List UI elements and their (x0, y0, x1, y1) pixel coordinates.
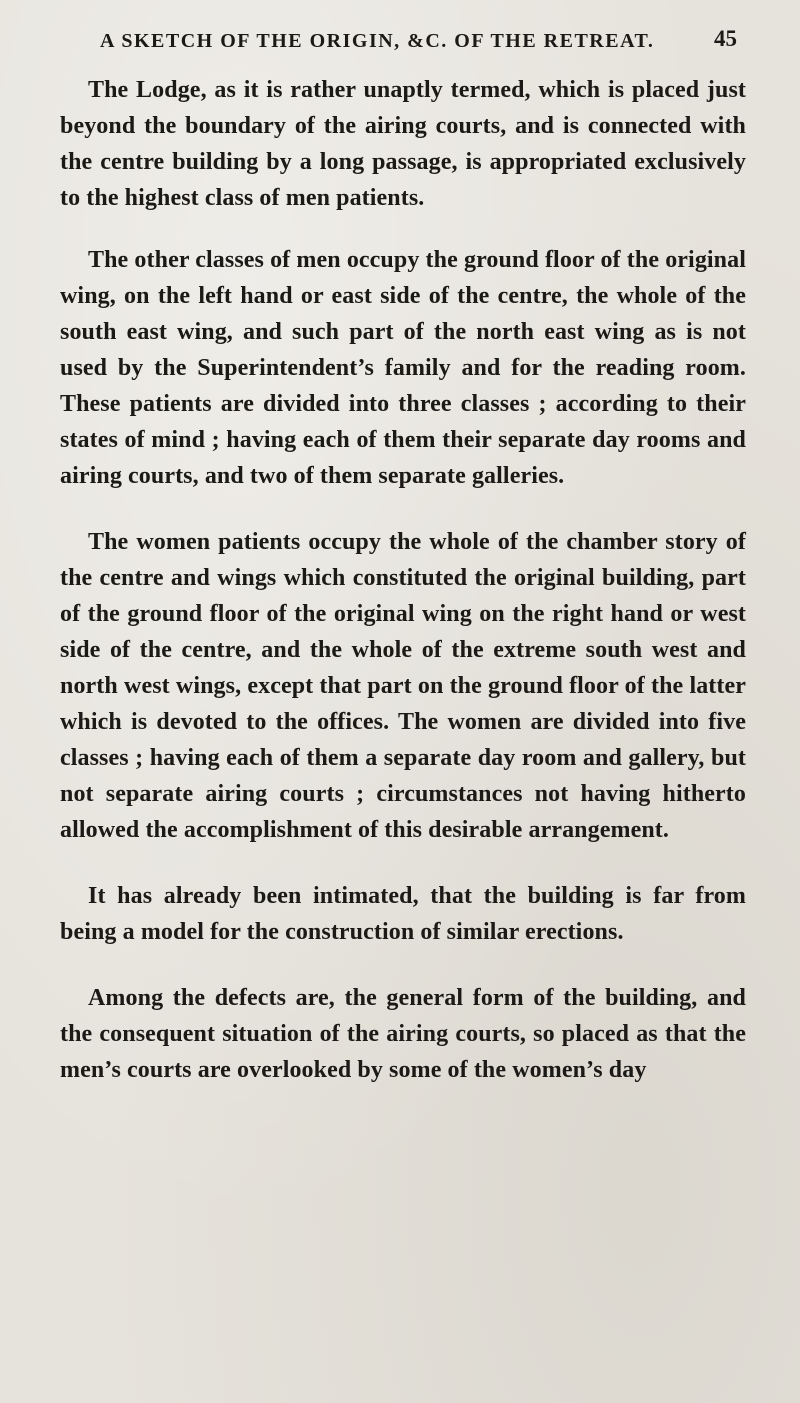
page-body (60, 72, 746, 1088)
paragraph-men-classes: The other classes of men occupy the ground floor of the original wing, on the left hand or east side of the centre, the whole of the south east wing, and such part of the north east wing as is not used by the Superintendent’s family and for the reading room. These patients are divided into three classes ; according to their states of mind ; having each of them their separate day rooms and airing courts, and two of them separate galleries. (60, 247, 746, 489)
paragraph-building-model: It has already been intimated, that the building is far from being a model for the construction of similar erections. (60, 883, 746, 945)
paragraph-lodge: The Lodge, as it is rather unaptly termed, which is placed just beyond the boundary of the airing courts, and is connected with the centre building by a long passage, is appropriated exclusively to the highest class of men patients. (60, 77, 746, 211)
page-number: 45 (714, 26, 737, 51)
paragraph-women-patients: The women patients occupy the whole of the chamber story of the centre and wings which constituted the original building, part of the ground floor of the original wing on the right hand or west side of the centre, and the whole of the extreme south west and north west wings, except that part on the ground floor of the latter which is devoted to the offices. The women are divided into five classes ; having each of them a separate day room and gallery, but not separate airing courts ; circumstances not having hitherto allowed the accomplishment of this desirable arrangement. (60, 529, 746, 843)
running-header: A SKETCH OF THE ORIGIN, &C. OF THE RETREAT. (100, 30, 655, 52)
paragraph-defects: Among the defects are, the general form of the building, and the consequent situation of the airing courts, so placed as that the men’s courts are overlooked by some of the women’s day (60, 985, 746, 1083)
